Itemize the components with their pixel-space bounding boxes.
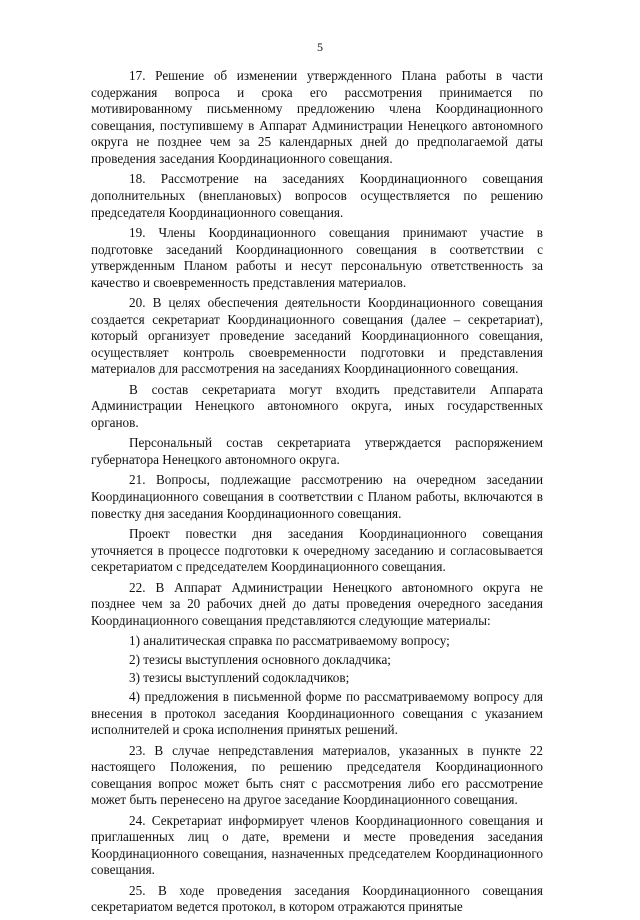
- paragraph-25: 25. В ходе проведения заседания Координационного совещания секретариатом ведется протокол, в котором отражаются принятые: [91, 882, 543, 915]
- paragraph-23: 23. В случае непредставления материалов, указанных в пункте 22 настоящего Положения, по решению председателя Координационного совещания вопрос может быть снят с рассмотрения либо его рассмотрение может быть перенесено на другое заседание Координационного совещания.: [91, 742, 543, 808]
- list-item-3: 3) тезисы выступлений содокладчиков;: [129, 670, 350, 686]
- paragraph-21: 21. Вопросы, подлежащие рассмотрению на очередном заседании Координационного совещания в соответствии с Планом работы, включаются в повестку дня заседания Координационного совещания.: [91, 472, 543, 521]
- paragraph-20: 20. В целях обеспечения деятельности Координационного совещания создается секретариат Координационного совещания (далее – секретариат), который организует проведение заседаний Координационного совещания, осуществляет контроль своевременности подготовки и представления материалов для рассмотрения на заседаниях Координационного совещания.: [91, 295, 543, 377]
- paragraph-19: 19. Члены Координационного совещания принимают участие в подготовке заседаний Координационного совещания в соответствии с утвержденным Планом работы и несут персональную ответственность за качество и своевременность представления материалов.: [91, 224, 543, 290]
- paragraph-20-secretariat-approval: Персональный состав секретариата утверждается распоряжением губернатора Ненецкого автономного округа.: [91, 435, 543, 468]
- page-number: 5: [317, 40, 323, 54]
- paragraph-18: 18. Рассмотрение на заседаниях Координационного совещания дополнительных (внеплановых) вопросов осуществляется по решению председателя Координационного совещания.: [91, 171, 543, 220]
- paragraph-21-agenda-draft: Проект повестки дня заседания Координационного совещания уточняется в процессе подготовки к очередному заседанию и согласовывается секретариатом с председателем Координационного совещания.: [91, 526, 543, 575]
- paragraph-24: 24. Секретариат информирует членов Координационного совещания и приглашенных лиц о дате, времени и месте проведения заседания Координационного совещания, назначенных председателем Координационного совещания.: [91, 812, 543, 878]
- paragraph-17: 17. Решение об изменении утвержденного Плана работы в части содержания вопроса и срока его рассмотрения принимается по мотивированному письменному предложению члена Координационного совещания, поступившему в Аппарат Администрации Ненецкого автономного округа не позднее чем за 25 календарных дней до предполагаемой даты проведения заседания Координационного совещания.: [91, 68, 543, 166]
- list-item-2: 2) тезисы выступления основного докладчика;: [129, 651, 391, 667]
- paragraph-22: 22. В Аппарат Администрации Ненецкого автономного округа не позднее чем за 20 рабочих дней до даты проведения очередного заседания Координационного совещания представляются следующие материалы:: [91, 579, 543, 628]
- paragraph-20-secretariat-members: В состав секретариата могут входить представители Аппарата Администрации Ненецкого автономного округа, иных государственных органов.: [91, 381, 543, 431]
- list-item-1: 1) аналитическая справка по рассматриваемому вопросу;: [129, 633, 450, 649]
- list-item-4: 4) предложения в письменной форме по рассматриваемому вопросу для внесения в протокол заседания Координационного совещания с указанием исполнителей и срока исполнения принятых решений.: [91, 688, 543, 738]
- document-body: [91, 68, 543, 920]
